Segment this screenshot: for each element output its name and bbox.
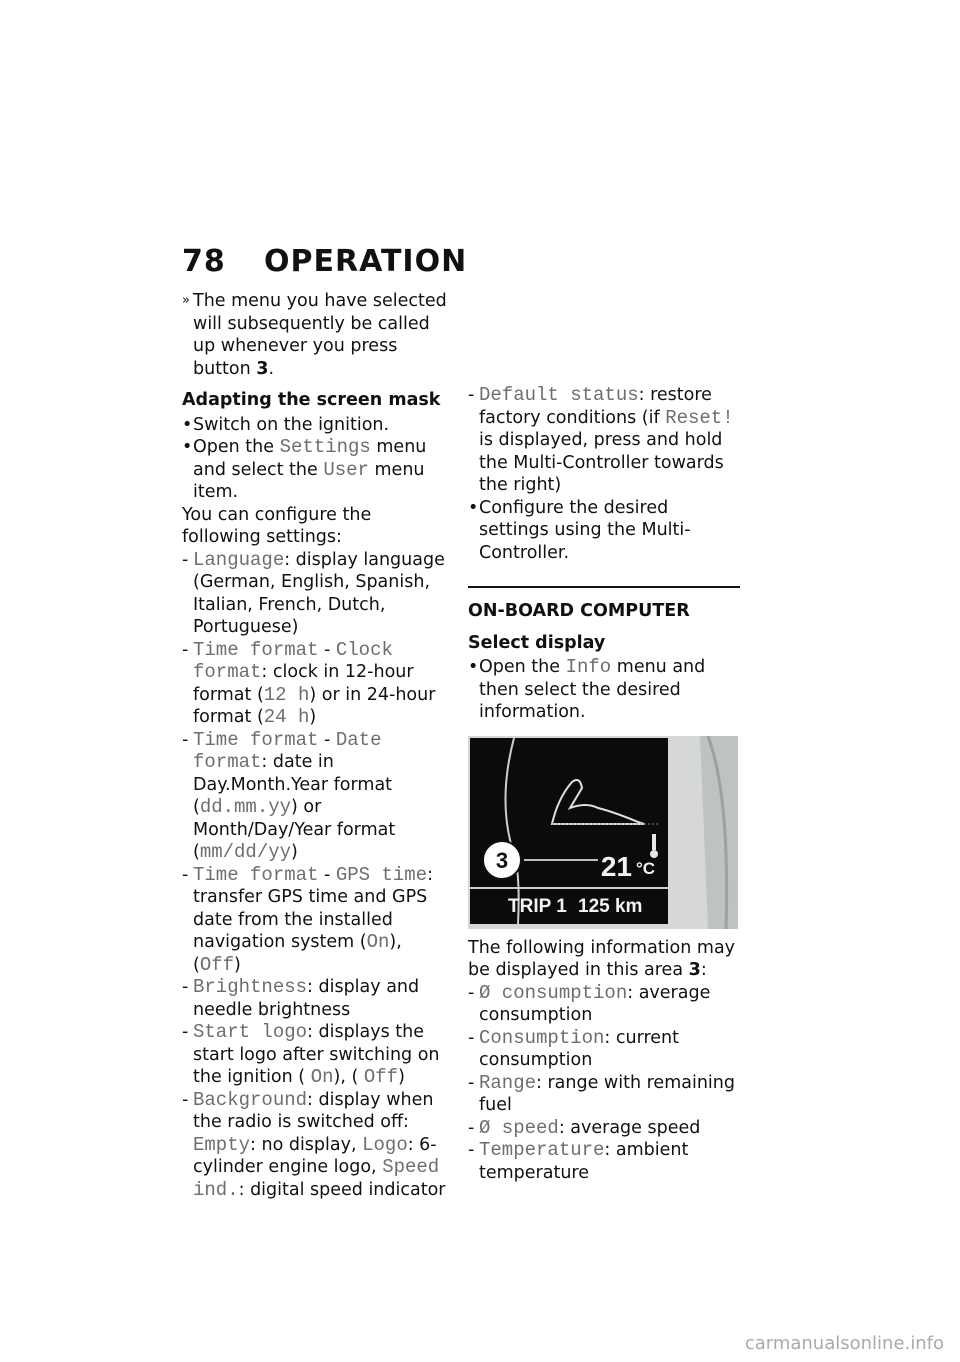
section-heading-screen-mask: Adapting the screen mask — [182, 390, 441, 410]
instrument-display-illustration — [468, 736, 738, 929]
list-item: - Language: display language (German, English, Spanish, Italian, French, Dutch, Portuguese) — [182, 548, 445, 637]
list-item: • Open the Info menu and then select the desired information. — [468, 656, 706, 722]
list-item: - Time format - Date format: date in Day.Month.Year format (dd.mm.yy) or Month/Day/Year format (mm/dd/yy) — [182, 728, 396, 863]
list-item: - Consumption: current consumption — [468, 1026, 680, 1070]
temperature-unit: °C — [636, 858, 656, 878]
trip-label: TRIP 1 — [508, 895, 567, 917]
page-title: OPERATION — [264, 243, 468, 279]
intro-text: You can configure the following settings: — [182, 504, 372, 547]
list-item: - Ø speed: average speed — [468, 1116, 701, 1139]
list-item: - Temperature: ambient temperature — [468, 1139, 689, 1183]
page-header — [182, 241, 467, 281]
section-heading-onboard-computer: ON-BOARD COMPUTER — [468, 601, 690, 621]
list-item: - Ø consumption: average consumption — [468, 981, 711, 1025]
list-item: - Default status: restore factory conditions (if Reset! is displayed, press and hold the Multi-Controller towards the right) — [468, 384, 734, 495]
callout-number: 3 — [495, 847, 509, 873]
list-item: - Time format - Clock format: clock in 12-hour format (12 h) or in 24-hour format (24 h) — [182, 638, 436, 728]
right-column — [468, 384, 740, 1184]
list-item: • Switch on the ignition. — [182, 414, 390, 435]
info-text: The following information may be displayed in this area 3: — [468, 937, 736, 980]
list-item: - Brightness: display and needle brightness — [182, 976, 420, 1020]
section-divider — [468, 586, 740, 588]
left-column — [182, 290, 454, 1201]
subheading-select-display: Select display — [468, 632, 606, 653]
display-photo — [468, 736, 738, 929]
list-item: - Range: range with remaining fuel — [468, 1071, 735, 1115]
temperature-value: 21 — [600, 850, 632, 882]
watermark-url: carmanualsonline.info — [744, 1333, 944, 1354]
result-item: » The menu you have selected will subsequently be called up whenever you press button 3. — [182, 291, 447, 379]
list-item: - Start logo: displays the start logo after switching on the ignition ( On), ( Off) — [182, 1021, 440, 1088]
page-number: 78 — [182, 243, 226, 279]
list-item: • Configure the desired settings using the Multi-Controller. — [468, 497, 691, 563]
list-item: • Open the Settings menu and select the User menu item. — [182, 436, 427, 502]
list-item: - Background: display when the radio is switched off: Empty: no display, Logo: 6-cylinder engine logo, Speed ind.: digital speed indicator — [182, 1088, 446, 1201]
trip-value: 125 km — [578, 895, 643, 917]
list-item: - Time format - GPS time: transfer GPS time and GPS date from the installed navigation system (On), (Off) — [182, 863, 433, 976]
